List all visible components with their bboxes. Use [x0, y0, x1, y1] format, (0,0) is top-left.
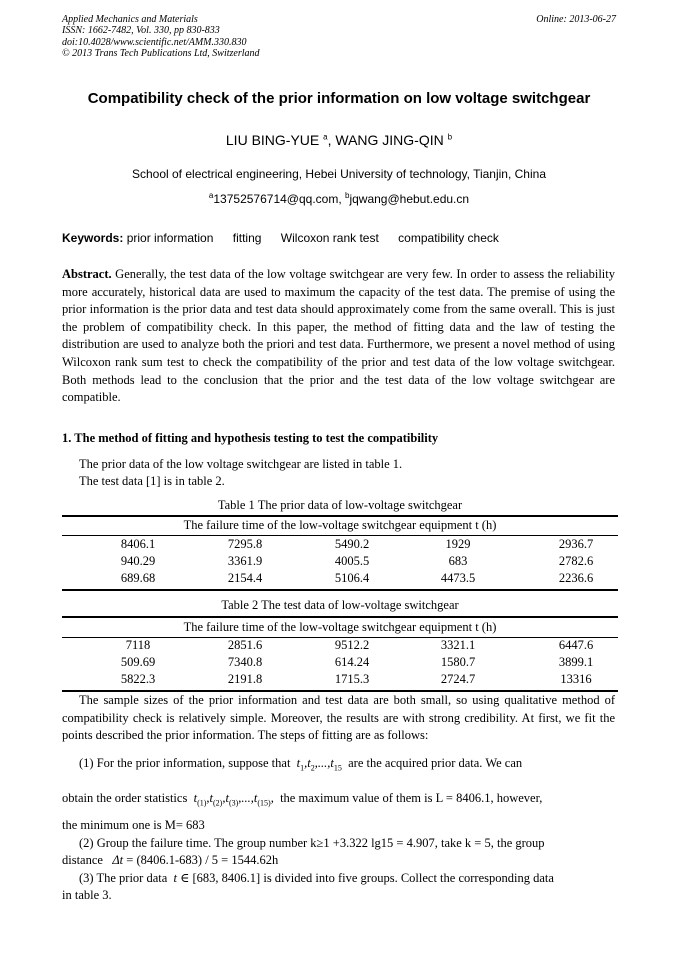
- table-row: [62, 655, 618, 673]
- keywords: [62, 231, 515, 245]
- table-cell: 5490.2: [334, 537, 370, 551]
- author-1-sup: a: [323, 132, 328, 142]
- table-cell: 7295.8: [227, 537, 263, 551]
- table-1-bottom-rule: [62, 589, 618, 591]
- journal-name: Applied Mechanics and Materials: [62, 14, 198, 25]
- step-2-line: (2) Group the failure time. The group number k≥1 +3.322 lg15 = 4.907, take k = 5, the group: [79, 836, 545, 850]
- keyword-item: Wilcoxon rank test: [280, 231, 379, 245]
- table-cell: 689.68: [120, 571, 156, 585]
- author-1: LIU BING-YUE: [225, 132, 320, 148]
- table-2-top-rule: [62, 616, 618, 618]
- table-1-header-rule: [62, 535, 618, 536]
- prior-data-sequence: $t_1,t_2,...,t_{15}$: [293, 756, 342, 773]
- author-line: LIU BING-YUE $^a$, WANG JING-QIN $^b$: [225, 132, 453, 148]
- step-3-line: in table 3.: [62, 888, 112, 902]
- table-1-header: The failure time of the low-voltage switchgear equipment t (h): [183, 518, 497, 532]
- table-cell: 2782.6: [558, 554, 594, 568]
- table-cell: 1929: [445, 537, 471, 551]
- table-cell: 2154.4: [227, 571, 263, 585]
- group-distance-symbol: Δt: [106, 853, 124, 867]
- email-line: [40, 192, 638, 206]
- online-date: Online: 2013-06-27: [536, 14, 616, 25]
- doi-line: doi:10.4028/www.scientific.net/AMM.330.830: [62, 36, 247, 48]
- table-cell: 5822.3: [120, 672, 156, 686]
- table-cell: 4473.5: [440, 571, 476, 585]
- table-row: [62, 537, 618, 555]
- table-1-caption: Table 1 The prior data of low-voltage switchgear: [217, 498, 463, 512]
- table-cell: 13316: [560, 672, 592, 686]
- table-cell: 3361.9: [227, 554, 263, 568]
- order-statistics: $t_{(1)},t_{(2)},t_{(3)},...,t_{(15)}$: [190, 791, 271, 808]
- keyword-item: compatibility check: [398, 231, 499, 245]
- abstract: [62, 266, 615, 407]
- step-1-line: obtain the order statistics $t_{(1)},t_{(2)},t_{(3)},...,t_{(15)}$, the maximum value of them is L = 8406.1, however,: [62, 791, 543, 808]
- author-2: WANG JING-QIN: [335, 132, 444, 148]
- step-1-line: the minimum one is M= 683: [62, 818, 205, 832]
- paper-title: Compatibility check of the prior information on low voltage switchgear: [87, 90, 591, 107]
- email-b: jqwang@hebut.edu.cn: [349, 192, 470, 206]
- copyright-line: © 2013 Trans Tech Publications Ltd, Switzerland: [62, 47, 260, 59]
- table-row: [62, 554, 618, 572]
- table-cell: 2236.6: [558, 571, 594, 585]
- author-2-sup: b: [447, 132, 453, 142]
- table-cell: 2851.6: [227, 638, 263, 652]
- table-cell: 8406.1: [120, 537, 156, 551]
- issn-line: ISSN: 1662-7482, Vol. 330, pp 830-833: [62, 25, 220, 37]
- abstract-label: Abstract.: [62, 267, 112, 281]
- table-cell: 4005.5: [334, 554, 370, 568]
- section-text-line: The prior data of the low voltage switchgear are listed in table 1.: [79, 457, 403, 471]
- keyword-item: prior information: [126, 231, 214, 245]
- email-a: 13752576714@qq.com,: [213, 192, 342, 206]
- table-cell: 6447.6: [558, 638, 594, 652]
- keywords-label: Keywords:: [62, 231, 124, 245]
- table-cell: 2191.8: [227, 672, 263, 686]
- table-cell: 5106.4: [334, 571, 370, 585]
- section-text-line: The test data [1] is in table 2.: [79, 474, 225, 488]
- email-a-sup: a: [208, 191, 214, 200]
- table-cell: 2724.7: [440, 672, 476, 686]
- table-cell: 3321.1: [440, 638, 476, 652]
- journal-meta: [62, 14, 260, 59]
- abstract-text: Generally, the test data of the low voltage switchgear are very few. In order to assess the reliability more accurately, historical data are used to maximum the capacity of the test data. The premise of using the prior information is the prior data and test data should approximately come from the same overall. This is just the problem of compatibility check. In this paper, the method of fitting data and the law of testing the distribution are used to analyze both the priori and test data. Furthermore, we present a novel method of using Wilcoxon rank sum test to check the compatibility of the prior and test data of the low voltage switchgear. Both methods lead to the conclusion that the prior and the test data of the low voltage switchgear are compatible.: [62, 267, 615, 405]
- table-2-header: The failure time of the low-voltage switchgear equipment t (h): [183, 620, 497, 634]
- interval-symbol: t ∈: [170, 871, 190, 885]
- table-cell: 7340.8: [227, 655, 263, 669]
- table-row: [62, 571, 618, 589]
- table-cell: 509.69: [120, 655, 156, 669]
- email-b-sup: b: [345, 191, 350, 200]
- table-cell: 940.29: [120, 554, 156, 568]
- step-2-line: distance Δt = (8406.1-683) / 5 = 1544.62h: [62, 853, 279, 867]
- step-3-line: (3) The prior data t ∈ [683, 8406.1] is divided into five groups. Collect the corresponding data: [79, 871, 554, 885]
- affiliation: School of electrical engineering, Hebei University of technology, Tianjin, China: [131, 167, 546, 181]
- table-2-caption: Table 2 The test data of low-voltage switchgear: [221, 598, 459, 612]
- table-cell: 9512.2: [334, 638, 370, 652]
- table-cell: 1580.7: [440, 655, 476, 669]
- section-heading: 1. The method of fitting and hypothesis testing to test the compatibility: [62, 431, 439, 445]
- keyword-item: fitting: [232, 231, 262, 245]
- table-1-top-rule: [62, 515, 618, 517]
- table-row: [62, 638, 618, 656]
- table-cell: 614.24: [334, 655, 370, 669]
- table-cell: 683: [448, 554, 468, 568]
- table-cell: 3899.1: [558, 655, 594, 669]
- body-paragraph: The sample sizes of the prior information and test data are both small, so using qualitative method of compatibility check is relatively simple. Moreover, the results are with strong credibility. At first, we fit the points described the prior information. The steps of fitting are as follows:: [62, 693, 615, 743]
- table-cell: 2936.7: [558, 537, 594, 551]
- step-1-line: (1) For the prior information, suppose that $t_1,t_2,...,t_{15}$ are the acquired prior data. We can: [79, 756, 523, 773]
- table-row: [62, 672, 618, 690]
- table-cell: 1715.3: [334, 672, 370, 686]
- table-cell: 7118: [125, 638, 151, 652]
